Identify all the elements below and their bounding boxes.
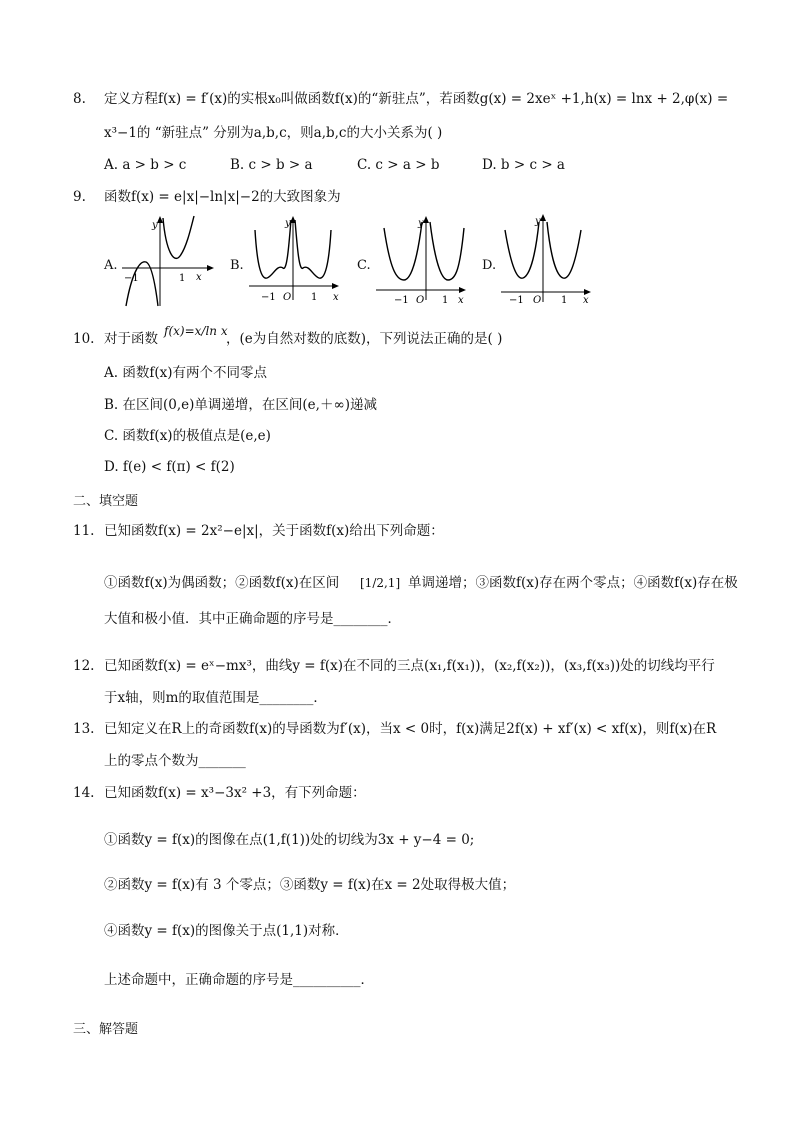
graph-c-label: C. — [357, 258, 371, 273]
question-stem: 已知函数f(x) = x³−3x² +3，有下列命题： — [104, 785, 366, 801]
question-number: 10. — [73, 331, 95, 347]
origin-label: O — [416, 295, 425, 306]
question-number: 9. — [73, 189, 86, 205]
question-number: 8. — [73, 91, 86, 107]
y-axis-label: y — [285, 218, 291, 229]
proposition-2-3: ②函数y = f(x)有 3 个零点；③函数y = f(x)在x = 2处取得极大值； — [104, 877, 516, 893]
question-stem-line2: 上的零点个数为_______ — [104, 753, 246, 769]
question-stem-line2: x³−1的 “新驻点” 分别为a,b,c，则a,b,c的大小关系为( ) — [104, 125, 443, 141]
y-axis-label: y — [152, 220, 158, 231]
y-axis-label: y — [418, 218, 424, 229]
x-axis-label: x — [196, 272, 202, 283]
option-d: D. f(e) < f(π) < f(2) — [104, 459, 235, 475]
section-heading-fill-in: 二、填空题 — [73, 494, 139, 509]
question-stem-line1: 已知函数f(x) = eˣ−mx³，曲线y = f(x)在不同的三点(x₁,f(x₁))，(x₂,f(x₂))，(x₃,f(x₃))处的切线均平行 — [104, 658, 715, 674]
option-c: C. c > a > b — [357, 157, 440, 173]
question-stem: 函数f(x) = e|x|−ln|x|−2的大致图象为 — [104, 189, 341, 205]
graph-a — [118, 212, 218, 310]
y-axis-label: y — [535, 216, 541, 227]
tick-1: 1 — [442, 295, 449, 306]
option-b: B. 在区间(0,e)单调递增，在区间(e,＋∞)递减 — [104, 397, 377, 413]
option-c: C. 函数f(x)的极值点是(e,e) — [104, 428, 271, 444]
proposition-4: ④函数y = f(x)的图像关于点(1,1)对称． — [104, 923, 349, 939]
tick-1: 1 — [561, 295, 568, 306]
propositions-part2: 单调递增；③函数f(x)存在两个零点；④函数f(x)存在极 — [408, 575, 738, 591]
propositions-part1: ①函数f(x)为偶函数；②函数f(x)在区间 — [104, 575, 340, 591]
question-number: 11. — [73, 523, 95, 539]
x-axis-label: x — [583, 295, 589, 306]
question-stem-line1: 定义方程f(x) = f′(x)的实根x₀叫做函数f(x)的“新驻点”，若函数g(x) = 2xeˣ +1,h(x) = lnx + 2,φ(x) = — [104, 91, 729, 107]
tick-neg1: −1 — [261, 292, 276, 303]
x-axis-label: x — [458, 295, 464, 306]
propositions-end: 大值和极小值．其中正确命题的序号是________． — [104, 611, 401, 627]
tick-neg1: −1 — [394, 295, 409, 306]
option-b: B. c > b > a — [230, 157, 313, 173]
question-number: 12. — [73, 658, 95, 674]
question-number: 14. — [73, 785, 95, 801]
tick-neg1: −1 — [509, 295, 524, 306]
section-heading-answer: 三、解答题 — [73, 1022, 139, 1037]
origin-label: O — [533, 295, 542, 306]
graph-a-label: A. — [104, 258, 118, 273]
question-stem-suffix: ，(e为自然对数的底数)，下列说法正确的是( ) — [226, 331, 503, 347]
conclusion: 上述命题中，正确命题的序号是__________． — [104, 972, 374, 988]
formula: f(x)=x/ln x — [164, 324, 228, 338]
question-stem-line2: 于x轴，则m的取值范围是________． — [104, 690, 327, 706]
graph-b-label: B. — [230, 258, 244, 273]
option-d: D. b > c > a — [482, 157, 565, 173]
option-a: A. 函数f(x)有两个不同零点 — [104, 365, 267, 381]
question-stem-prefix: 对于函数 — [104, 331, 158, 347]
origin-label: O — [283, 292, 292, 303]
tick-1: 1 — [311, 292, 318, 303]
interval: [1/2,1] — [360, 576, 401, 590]
proposition-1: ①函数y = f(x)的图像在点(1,f(1))处的切线为3x + y−4 = 0; — [104, 832, 475, 848]
graph-b — [245, 214, 345, 306]
question-stem-line1: 已知定义在R上的奇函数f(x)的导函数为f′(x)，当x < 0时，f(x)满足2f(x) + xf′(x) < xf(x)，则f(x)在R — [104, 721, 717, 737]
question-number: 13. — [73, 721, 95, 737]
x-axis-label: x — [333, 292, 339, 303]
question-stem: 已知函数f(x) = 2x²−e|x|，关于函数f(x)给出下列命题： — [104, 523, 444, 539]
graph-d — [497, 212, 597, 306]
graph-d-label: D. — [482, 258, 497, 273]
option-a: A. a > b > c — [104, 157, 187, 173]
graph-c — [372, 214, 472, 306]
tick-neg1: −1 — [124, 273, 139, 284]
tick-1: 1 — [179, 273, 186, 284]
